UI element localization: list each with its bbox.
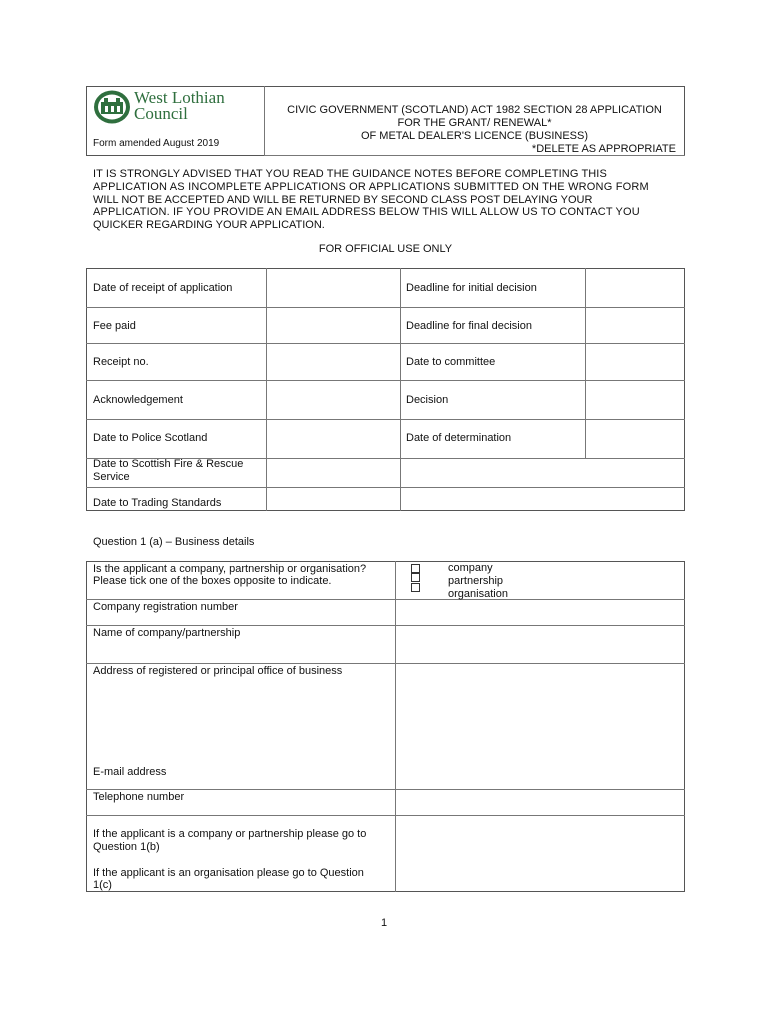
label-date-police: Date to Police Scotland [93,432,208,444]
field-date-receipt[interactable] [268,270,398,306]
label-fee-paid: Fee paid [93,320,136,332]
advice-line-1: IT IS STRONGLY ADVISED THAT YOU READ THE GUIDANCE NOTES BEFORE COMPLETING THIS [93,168,607,180]
label-company-reg: Company registration number [93,601,238,613]
label-date-fire-line2: Service [93,471,130,483]
label-company-name: Name of company/partnership [93,627,241,639]
business-row-line-4 [86,789,685,790]
field-company-reg[interactable] [397,601,683,624]
official-row-line-6 [86,487,685,488]
goto-1c-line1: If the applicant is an organisation please go to Question [93,867,364,879]
label-applicant-type-line2: Please tick one of the boxes opposite to indicate. [93,575,332,587]
field-date-police[interactable] [268,421,398,457]
field-receipt-no[interactable] [268,345,398,379]
option-partnership-label: partnership [448,575,504,587]
business-row-line-5 [86,815,685,816]
goto-1c-line2: 1(c) [93,879,112,891]
goto-1b-line2: Question 1(b) [93,841,160,853]
form-title-line2: FOR THE GRANT/ RENEWAL* [397,117,552,129]
field-date-committee[interactable] [587,345,683,379]
label-date-determination: Date of determination [406,432,512,444]
field-date-determination[interactable] [587,421,683,457]
field-date-fire[interactable] [268,460,398,486]
label-applicant-type-line1: Is the applicant a company, partnership or organisation? [93,563,367,575]
label-deadline-final: Deadline for final decision [406,320,532,332]
advice-line-5: QUICKER REGARDING YOUR APPLICATION. [93,219,325,231]
field-date-trading[interactable] [268,489,398,510]
checkbox-organisation[interactable] [411,583,420,592]
label-date-receipt: Date of receipt of application [93,282,233,294]
business-row-line-3 [86,663,685,664]
council-crest-logo [92,89,132,125]
field-acknowledgement[interactable] [268,382,398,418]
label-address: Address of registered or principal office of business [93,665,343,677]
checkbox-partnership[interactable] [411,573,420,582]
label-date-fire-line1: Date to Scottish Fire & Rescue [93,458,244,470]
field-deadline-final[interactable] [587,309,683,342]
official-row-line-4 [86,419,685,420]
official-col-divider-1 [266,268,267,511]
option-company-label: company [448,562,493,574]
advice-line-3: WILL NOT BE ACCEPTED AND WILL BE RETURNED BY SECOND CLASS POST DELAYING YOUR [93,194,593,206]
label-receipt-no: Receipt no. [93,356,149,368]
official-col-divider-3 [585,268,586,458]
official-use-heading: FOR OFFICIAL USE ONLY [318,243,453,255]
council-name-line1: West Lothian [134,88,225,107]
label-telephone: Telephone number [93,791,185,803]
field-telephone[interactable] [397,791,683,814]
question-1a-heading: Question 1 (a) – Business details [93,536,255,548]
business-row-line-1 [86,599,685,600]
official-row-line-2 [86,343,685,344]
business-col-divider [395,561,396,892]
form-title-line3: OF METAL DEALER'S LICENCE (BUSINESS) [360,130,589,142]
field-deadline-initial[interactable] [587,270,683,306]
field-decision[interactable] [587,382,683,418]
advice-line-4: APPLICATION. IF YOU PROVIDE AN EMAIL ADDRESS BELOW THIS WILL ALLOW US TO CONTACT YOU [93,206,640,218]
field-fee-paid[interactable] [268,309,398,342]
form-title-line1: CIVIC GOVERNMENT (SCOTLAND) ACT 1982 SECTION 28 APPLICATION [287,104,662,116]
label-acknowledgement: Acknowledgement [93,394,183,406]
checkbox-company[interactable] [411,564,420,573]
form-amended-date: Form amended August 2019 [93,138,220,149]
official-col-divider-2 [400,268,401,511]
field-address-email[interactable] [397,665,683,788]
label-date-committee: Date to committee [406,356,496,368]
label-deadline-initial: Deadline for initial decision [406,282,537,294]
official-row-line-1 [86,307,685,308]
label-date-trading: Date to Trading Standards [93,497,222,509]
option-organisation-label: organisation [448,588,508,600]
official-row-line-3 [86,380,685,381]
council-name-line2: Council [134,104,188,123]
label-email: E-mail address [93,766,167,778]
field-company-name[interactable] [397,627,683,662]
page-number: 1 [381,917,388,929]
advice-line-2: APPLICATION AS INCOMPLETE APPLICATIONS OR APPLICATIONS SUBMITTED ON THE WRONG FORM [93,181,649,193]
label-decision: Decision [406,394,449,406]
delete-as-appropriate: *DELETE AS APPROPRIATE [531,143,676,155]
business-row-line-2 [86,625,685,626]
goto-1b-line1: If the applicant is a company or partnership please go to [93,828,367,840]
